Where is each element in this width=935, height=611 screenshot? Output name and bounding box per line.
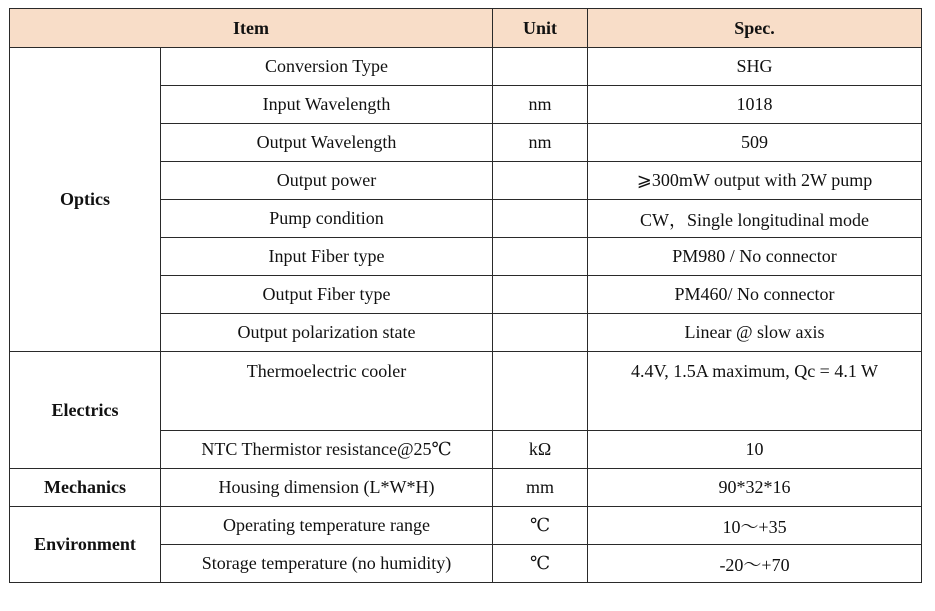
header-item: Item — [10, 9, 493, 48]
row-unit — [493, 200, 588, 238]
row-spec: 10～+35 — [588, 507, 922, 545]
row-item: Output power — [161, 162, 493, 200]
row-spec: 1018 — [588, 86, 922, 124]
row-unit — [493, 352, 588, 431]
row-unit: nm — [493, 86, 588, 124]
row-item: Output polarization state — [161, 314, 493, 352]
group-electrics: Electrics — [10, 352, 161, 469]
row-item: NTC Thermistor resistance@25℃ — [161, 431, 493, 469]
row-unit — [493, 276, 588, 314]
row-item: Conversion Type — [161, 48, 493, 86]
row-spec: PM460/ No connector — [588, 276, 922, 314]
table-row — [10, 469, 922, 507]
row-spec: Linear @ slow axis — [588, 314, 922, 352]
row-item: Pump condition — [161, 200, 493, 238]
row-item: Storage temperature (no humidity) — [161, 545, 493, 583]
row-unit: ℃ — [493, 545, 588, 583]
row-unit: nm — [493, 124, 588, 162]
header-row — [10, 9, 922, 48]
spec-table — [9, 8, 922, 583]
row-unit: mm — [493, 469, 588, 507]
row-spec: PM980 / No connector — [588, 238, 922, 276]
row-spec: 509 — [588, 124, 922, 162]
table-row — [10, 507, 922, 545]
row-spec: ⩾300mW output with 2W pump — [588, 162, 922, 200]
row-unit: ℃ — [493, 507, 588, 545]
row-unit: kΩ — [493, 431, 588, 469]
row-spec: -20～+70 — [588, 545, 922, 583]
row-unit — [493, 48, 588, 86]
table-row — [10, 48, 922, 86]
table-row — [10, 352, 922, 431]
row-item: Operating temperature range — [161, 507, 493, 545]
row-spec: CW，Single longitudinal mode — [588, 200, 922, 238]
row-spec: 10 — [588, 431, 922, 469]
group-environment: Environment — [10, 507, 161, 583]
row-item: Output Wavelength — [161, 124, 493, 162]
row-item: Thermoelectric cooler — [161, 352, 493, 431]
row-item: Housing dimension (L*W*H) — [161, 469, 493, 507]
row-unit — [493, 314, 588, 352]
row-unit — [493, 162, 588, 200]
row-spec: 90*32*16 — [588, 469, 922, 507]
header-unit: Unit — [493, 9, 588, 48]
group-mechanics: Mechanics — [10, 469, 161, 507]
row-item: Input Fiber type — [161, 238, 493, 276]
header-spec: Spec. — [588, 9, 922, 48]
row-spec: 4.4V, 1.5A maximum, Qc = 4.1 W — [588, 352, 922, 431]
row-unit — [493, 238, 588, 276]
row-item: Output Fiber type — [161, 276, 493, 314]
group-optics: Optics — [10, 48, 161, 352]
row-spec: SHG — [588, 48, 922, 86]
row-item: Input Wavelength — [161, 86, 493, 124]
